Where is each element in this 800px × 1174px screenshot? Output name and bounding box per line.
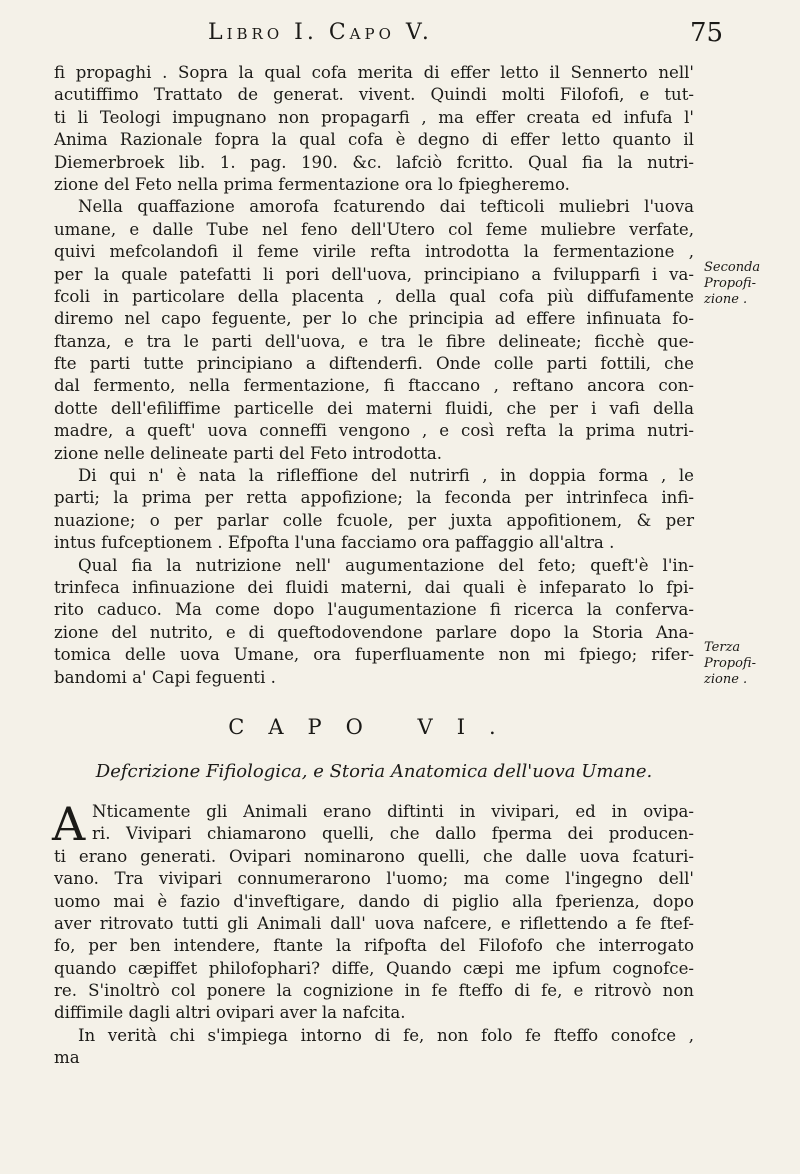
text-line: ti li Teologi impugnano non propagarfi , ma effer creata ed infufa l' [54, 107, 694, 127]
chapter-subtitle: Defcrizione Fifiologica, e Storia Anatomica dell'uova Umane. [95, 760, 653, 782]
margin-note-line: zione . [704, 672, 748, 687]
paragraph-2 [54, 196, 694, 465]
margin-note-second-proposition [704, 260, 796, 308]
text-line: aver ritrovato tutti gli Animali dall' uova nafcere, e riflettendo a fe ftef- [54, 913, 694, 933]
paragraph-3 [54, 465, 694, 555]
text-line: umane, e dalle Tube nel feno dell'Utero col feme muliebre verfate, [54, 219, 694, 239]
text-line: nuazione; o per parlar colle fcuole, per juxta appofitionem, & per [54, 510, 694, 530]
text-line: bandomi a' Capi feguenti . [54, 667, 276, 687]
text-line: uomo mai è fazio d'inveftigare, dando di piglio alla fperienza, dopo [54, 891, 694, 911]
text-line: diffimile dagli altri ovipari aver la nafcita. [54, 1003, 406, 1023]
text-line: re. S'inoltrò col ponere la cognizione in fe fteffo di fe, e ritrovò non [54, 981, 694, 1001]
text-line: acutiffimo Trattato de generat. vivent. Quindi molti Filofofi, e tut- [54, 85, 694, 105]
text-line: fcoli in particolare della placenta , della qual cofa più diffufamente [54, 286, 694, 306]
paragraph-1 [54, 62, 694, 196]
text-line: diremo nel capo feguente, per lo che principia ad effere infinuata fo- [54, 309, 694, 329]
paragraph-4 [54, 555, 694, 689]
text-line: quando cæpiffet philofophari? diffe, Quando cæpi me ipfum cognofce- [54, 958, 694, 978]
margin-note-line: zione . [704, 292, 748, 307]
text-line: In verità chi s'impiega intorno di fe, non folo fe fteffo conofce , [78, 1025, 694, 1045]
text-line: ri. Vivipari chiamarono quelli, che dallo fperma dei producen- [92, 824, 694, 844]
text-line: ti erano generati. Ovipari nominarono quelli, che dalle uova fcaturi- [54, 846, 694, 866]
text-line: intus fufceptionem . Efpofta l'una facciamo ora paffaggio all'altra . [54, 533, 615, 553]
catchword: ma [54, 1048, 80, 1068]
text-line: dal fermento, nella fermentazione, fi ftaccano , reftano ancora con- [54, 376, 694, 396]
text-line: rito caduco. Ma come dopo l'augumentazione fi ricerca la conferva- [54, 600, 694, 620]
text-line: Anima Razionale fopra la qual cofa è degno di effer letto quanto il [54, 130, 694, 150]
page-number: 75 [690, 18, 724, 48]
margin-note-third-proposition [704, 640, 796, 688]
margin-note-line: Propofi- [704, 276, 756, 291]
running-title: Libro I. Capo V. [208, 20, 433, 45]
text-line: vano. Tra vivipari connumerarono l'uomo; ma come l'ingegno dell' [54, 869, 694, 889]
chapter-title: CAPO VI. [228, 714, 520, 739]
text-line: Nticamente gli Animali erano diftinti in vivipari, ed in ovipa- [92, 801, 694, 821]
text-line: Qual fia la nutrizione nell' augumentazione del feto; queft'è l'in- [78, 555, 694, 575]
text-line: fte parti tutte principiano a diftenderfi. Onde colle parti fottili, che [54, 354, 694, 374]
text-line: fi propaghi . Sopra la qual cofa merita di effer letto il Sennerto nell' [54, 63, 694, 82]
text-line: madre, a queft' uova conneffi vengono , e così refta la prima nutri- [54, 421, 694, 441]
margin-note-line: Terza [704, 640, 741, 655]
text-line: Di qui n' è nata la rifleffione del nutrirfi , in doppia forma , le [78, 466, 694, 486]
text-line: fo, per ben intendere, ftante la rifpofta del Filofofo che interrogato [54, 936, 694, 956]
text-line: dotte dell'efiliffime particelle dei materni fluidi, che per i vafi della [54, 398, 694, 418]
text-line: trinfeca infinuazione dei fluidi materni, dai quali è infeparato lo fpi- [54, 577, 694, 597]
text-line: ftanza, e tra le parti dell'uova, e tra le fibre delineate; ficchè que- [54, 331, 694, 351]
text-line: zione del Feto nella prima fermentazione ora lo fpiegheremo. [54, 174, 570, 194]
text-line: zione del nutrito, e di queftodovendone parlare dopo la Storia Ana- [54, 622, 694, 642]
text-line: quivi mefcolandofi il feme virile refta introdotta la fermentazione , [54, 242, 694, 262]
text-line: per la quale patefatti li pori dell'uova, principiano a fvilupparfi i va- [54, 264, 694, 284]
text-line: tomica delle uova Umane, ora fuperfluamente non mi fpiego; rifer- [54, 645, 694, 665]
paragraph-6 [54, 1025, 694, 1070]
paragraph-5 [52, 796, 694, 1025]
text-line: Diemerbroek lib. 1. pag. 190. &c. lafciò fcritto. Qual fia la nutri- [54, 152, 694, 172]
text-line: parti; la prima per retta appofizione; la feconda per intrinfeca infi- [54, 488, 694, 508]
main-text [54, 62, 694, 1070]
margin-note-line: Propofi- [704, 656, 756, 671]
margin-note-line: Seconda [704, 260, 761, 275]
drop-cap: A [52, 796, 86, 851]
text-line: zione nelle delineate parti del Feto introdotta. [54, 443, 443, 463]
text-line: Nella quaffazione amorofa fcaturendo dai tefticoli muliebri l'uova [78, 197, 694, 217]
